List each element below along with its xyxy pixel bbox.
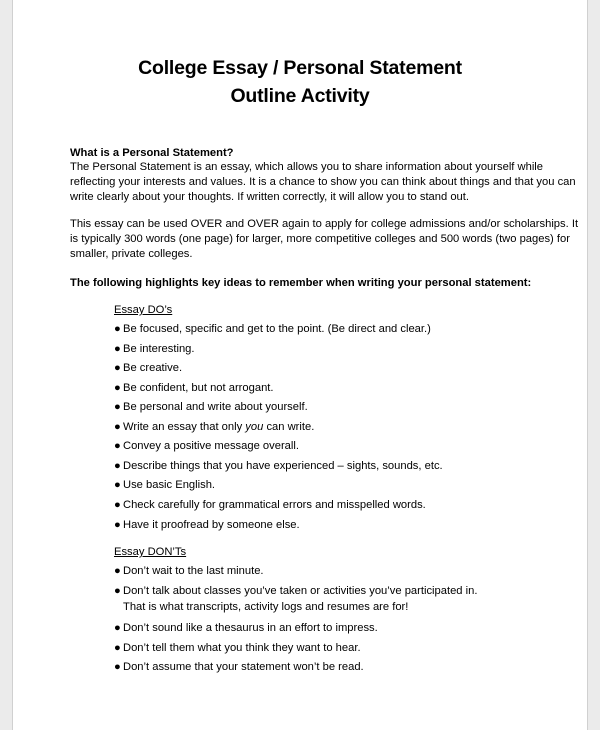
list-item: ● Don’t sound like a thesaurus in an effort to impress. — [114, 621, 378, 637]
list-item: ● Use basic English. — [114, 478, 215, 494]
donts-heading: Essay DON’Ts — [114, 546, 187, 558]
intro-para1-line1: The Personal Statement is an essay, which allows you to share information about yourself while — [70, 161, 544, 173]
intro-para2-line2: is typically 300 words (one page) for larger, more competitive colleges and 500 words (two pages) for — [70, 233, 570, 245]
list-item: ● Be confident, but not arrogant. — [114, 381, 274, 397]
bullet-icon: ● — [114, 401, 121, 413]
list-item: ● Don’t tell them what you think they want to hear. — [114, 641, 361, 657]
intro-para1-line2: reflecting your interests and values. It is a chance to show you can think about things and that you can — [70, 176, 576, 188]
bullet-icon: ● — [114, 642, 121, 654]
bullet-icon: ● — [114, 343, 121, 355]
intro-para2-line3: smaller, private colleges. — [70, 248, 193, 260]
bullet-icon: ● — [114, 661, 121, 673]
bullet-icon: ● — [114, 323, 121, 335]
bullet-icon: ● — [114, 382, 121, 394]
list-item: ● Don’t wait to the last minute. — [114, 564, 264, 580]
bullet-icon: ● — [114, 622, 121, 634]
intro-para1-line3: write clearly about your thoughts. If written correctly, it will allow you to stand out. — [70, 191, 469, 203]
bullet-icon: ● — [114, 519, 121, 531]
highlights-heading: The following highlights key ideas to remember when writing your personal statement: — [70, 277, 532, 289]
bullet-icon: ● — [114, 499, 121, 511]
list-item: ● Have it proofread by someone else. — [114, 518, 300, 534]
list-item: ● Be personal and write about yourself. — [114, 400, 308, 416]
document-title-line-2: Outline Activity — [230, 85, 370, 107]
list-item: ● Convey a positive message overall. — [114, 439, 299, 455]
list-item: ● Check carefully for grammatical errors and misspelled words. — [114, 498, 426, 514]
list-item: ● Be creative. — [114, 361, 182, 377]
list-item: ● Don’t talk about classes you’ve taken or activities you’ve participated in. — [114, 584, 477, 600]
list-item: ● Be focused, specific and get to the point. (Be direct and clear.) — [114, 322, 431, 338]
section-heading: What is a Personal Statement? — [70, 147, 234, 159]
bullet-icon: ● — [114, 362, 121, 374]
intro-para2-line1: This essay can be used OVER and OVER again to apply for college admissions and/or scholarships. It — [70, 218, 579, 230]
list-item-continuation: That is what transcripts, activity logs and resumes are for! — [123, 601, 409, 613]
bullet-icon: ● — [114, 460, 121, 472]
bullet-icon: ● — [114, 479, 121, 491]
bullet-icon: ● — [114, 440, 121, 452]
list-item: ● Describe things that you have experienced – sights, sounds, etc. — [114, 459, 443, 475]
bullet-icon: ● — [114, 585, 121, 597]
list-item: ● Write an essay that only you can write. — [114, 420, 314, 436]
dos-heading: Essay DO’s — [114, 304, 173, 316]
list-item: ● Don’t assume that your statement won’t be read. — [114, 660, 364, 676]
bullet-icon: ● — [114, 421, 121, 433]
document-title-line-1: College Essay / Personal Statement — [138, 57, 462, 79]
list-item: ● Be interesting. — [114, 342, 195, 358]
bullet-icon: ● — [114, 565, 121, 577]
